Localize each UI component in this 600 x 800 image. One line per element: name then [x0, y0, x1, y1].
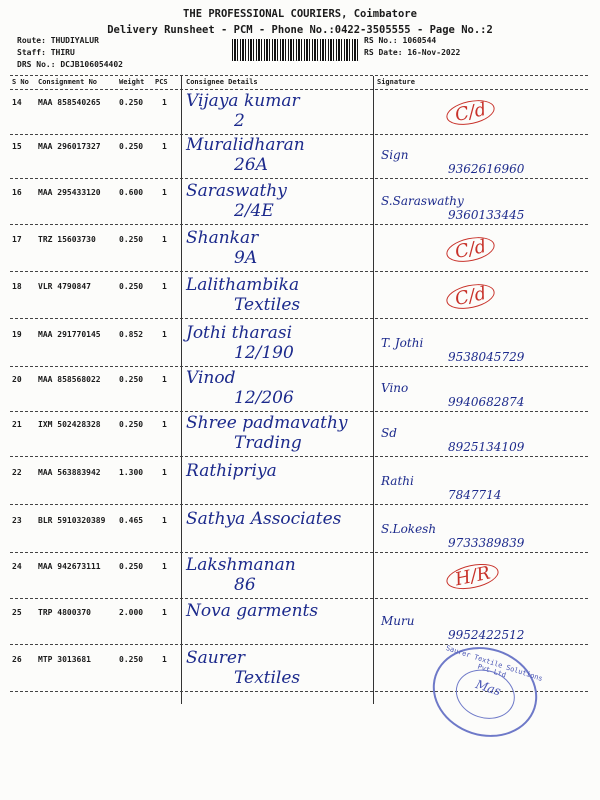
- pcs-value: 1: [162, 420, 167, 429]
- consignment-number: MAA 295433120: [38, 188, 101, 197]
- pcs-value: 1: [162, 282, 167, 291]
- serial-number: 23: [12, 516, 22, 525]
- rs-number: RS No.: 1060544: [364, 36, 437, 45]
- consignee-name: Sathya Associates: [186, 509, 342, 529]
- signature: S.Saraswathy: [381, 194, 464, 208]
- consignee-name: Nova garments: [186, 601, 319, 621]
- rs-date: RS Date: 16-Nov-2022: [364, 48, 461, 57]
- consignee-name: Shree padmavathy: [186, 413, 348, 433]
- row-separator: [10, 271, 588, 272]
- pcs-value: 1: [162, 235, 167, 244]
- consignee-name: Vijaya kumar: [186, 91, 300, 111]
- serial-number: 24: [12, 562, 22, 571]
- seal-ring-text: Saurer Textile Solutions Pvt Ltd: [444, 644, 544, 683]
- consignment-number: TRZ 15603730: [38, 235, 96, 244]
- col-signature: Signature: [377, 78, 415, 86]
- serial-number: 20: [12, 375, 22, 384]
- consignee-detail: 2: [234, 111, 245, 131]
- weight-value: 0.250: [119, 375, 144, 384]
- serial-number: 21: [12, 420, 22, 429]
- row-separator: [10, 456, 588, 457]
- seal-center-text: Mas: [473, 677, 503, 699]
- weight-value: 1.300: [119, 468, 144, 477]
- col-consignee: Consignee Details: [186, 78, 258, 86]
- delivery-mark: C/d: [444, 96, 497, 129]
- serial-number: 16: [12, 188, 22, 197]
- col-sno: S No: [12, 78, 29, 86]
- weight-value: 0.250: [119, 420, 144, 429]
- consignee-detail: 12/190: [234, 343, 294, 363]
- row-separator: [10, 411, 588, 412]
- consignment-number: VLR 4790847: [38, 282, 91, 291]
- weight-value: 0.465: [119, 516, 144, 525]
- consignee-name: Rathipriya: [186, 461, 277, 481]
- consignee-name: Jothi tharasi: [186, 323, 293, 343]
- signature: Sign: [381, 148, 409, 162]
- row-separator: [10, 224, 588, 225]
- signature-phone: 8925134109: [448, 440, 525, 454]
- signature: Muru: [381, 614, 415, 628]
- consignment-number: MAA 291770145: [38, 330, 101, 339]
- row-separator: [10, 366, 588, 367]
- signature-phone: 9538045729: [448, 350, 525, 364]
- serial-number: 19: [12, 330, 22, 339]
- serial-number: 15: [12, 142, 22, 151]
- header-rule-top: [10, 75, 588, 76]
- delivery-mark: H/R: [444, 560, 501, 594]
- weight-value: 0.250: [119, 562, 144, 571]
- serial-number: 25: [12, 608, 22, 617]
- delivery-mark: C/d: [444, 280, 497, 313]
- consignment-number: MAA 942673111: [38, 562, 101, 571]
- signature-phone: 9360133445: [448, 208, 525, 222]
- pcs-value: 1: [162, 562, 167, 571]
- signature-phone: 7847714: [448, 488, 502, 502]
- weight-value: 0.250: [119, 142, 144, 151]
- weight-value: 0.250: [119, 282, 144, 291]
- staff-label: Staff: THIRU: [17, 48, 75, 57]
- company-title: THE PROFESSIONAL COURIERS, Coimbatore: [183, 8, 417, 20]
- weight-value: 0.250: [119, 655, 144, 664]
- company-seal: [421, 634, 549, 750]
- signature-phone: 9733389839: [448, 536, 525, 550]
- weight-value: 2.000: [119, 608, 144, 617]
- weight-value: 0.250: [119, 235, 144, 244]
- weight-value: 0.600: [119, 188, 144, 197]
- consignee-name: Lakshmanan: [186, 555, 296, 575]
- row-separator: [10, 552, 588, 553]
- consignment-number: MAA 858540265: [38, 98, 101, 107]
- consignee-name: Lalithambika: [186, 275, 300, 295]
- route-label: Route: THUDIYALUR: [17, 36, 99, 45]
- pcs-value: 1: [162, 655, 167, 664]
- col-weight: Weight: [119, 78, 145, 86]
- signature-phone: 9952422512: [448, 628, 525, 642]
- consignee-name: Saraswathy: [186, 181, 287, 201]
- signature-phone: 9362616960: [448, 162, 525, 176]
- col-consignment: Consignment No: [38, 78, 98, 86]
- row-separator: [10, 598, 588, 599]
- consignee-name: Vinod: [186, 368, 236, 388]
- consignment-number: MAA 858568022: [38, 375, 101, 384]
- consignment-number: MAA 296017327: [38, 142, 101, 151]
- barcode: [232, 39, 358, 61]
- pcs-value: 1: [162, 330, 167, 339]
- pcs-value: 1: [162, 98, 167, 107]
- signature-phone: 9940682874: [448, 395, 525, 409]
- header-rule-bottom: [10, 89, 588, 90]
- pcs-value: 1: [162, 516, 167, 525]
- signature: S.Lokesh: [381, 522, 437, 536]
- drs-label: DRS No.: DCJB106054402: [17, 60, 123, 69]
- consignee-name: Shankar: [186, 228, 259, 248]
- pcs-value: 1: [162, 468, 167, 477]
- signature: Sd: [381, 426, 397, 440]
- row-separator: [10, 178, 588, 179]
- col-pcs: PCS: [155, 78, 168, 86]
- pcs-value: 1: [162, 188, 167, 197]
- consignee-detail: 86: [234, 575, 256, 595]
- consignee-detail: 26A: [234, 155, 268, 175]
- consignee-name: Muralidharan: [186, 135, 305, 155]
- row-separator: [10, 504, 588, 505]
- consignee-divider: [181, 76, 182, 704]
- consignee-detail: 9A: [234, 248, 258, 268]
- pcs-value: 1: [162, 608, 167, 617]
- serial-number: 18: [12, 282, 22, 291]
- signature: Vino: [381, 381, 409, 395]
- signature-divider: [373, 76, 374, 704]
- row-separator: [10, 318, 588, 319]
- consignment-number: IXM 502428328: [38, 420, 101, 429]
- consignee-detail: 2/4E: [234, 201, 274, 221]
- consignee-detail: 12/206: [234, 388, 294, 408]
- consignee-name: Saurer: [186, 648, 246, 668]
- pcs-value: 1: [162, 375, 167, 384]
- weight-value: 0.852: [119, 330, 144, 339]
- row-separator: [10, 644, 588, 645]
- serial-number: 22: [12, 468, 22, 477]
- serial-number: 17: [12, 235, 22, 244]
- serial-number: 26: [12, 655, 22, 664]
- delivery-mark: C/d: [444, 233, 497, 266]
- runsheet-subtitle: Delivery Runsheet - PCM - Phone No.:0422-3505555 - Page No.:2: [107, 24, 493, 36]
- consignment-number: MAA 563883942: [38, 468, 101, 477]
- consignment-number: TRP 4800370: [38, 608, 91, 617]
- consignee-detail: Textiles: [234, 295, 301, 315]
- signature: Rathi: [381, 474, 414, 488]
- consignment-number: MTP 3013681: [38, 655, 91, 664]
- consignee-detail: Trading: [234, 433, 302, 453]
- weight-value: 0.250: [119, 98, 144, 107]
- consignment-number: BLR 5910320389: [38, 516, 106, 525]
- signature: T. Jothi: [381, 336, 424, 350]
- serial-number: 14: [12, 98, 22, 107]
- pcs-value: 1: [162, 142, 167, 151]
- consignee-detail: Textiles: [234, 668, 301, 688]
